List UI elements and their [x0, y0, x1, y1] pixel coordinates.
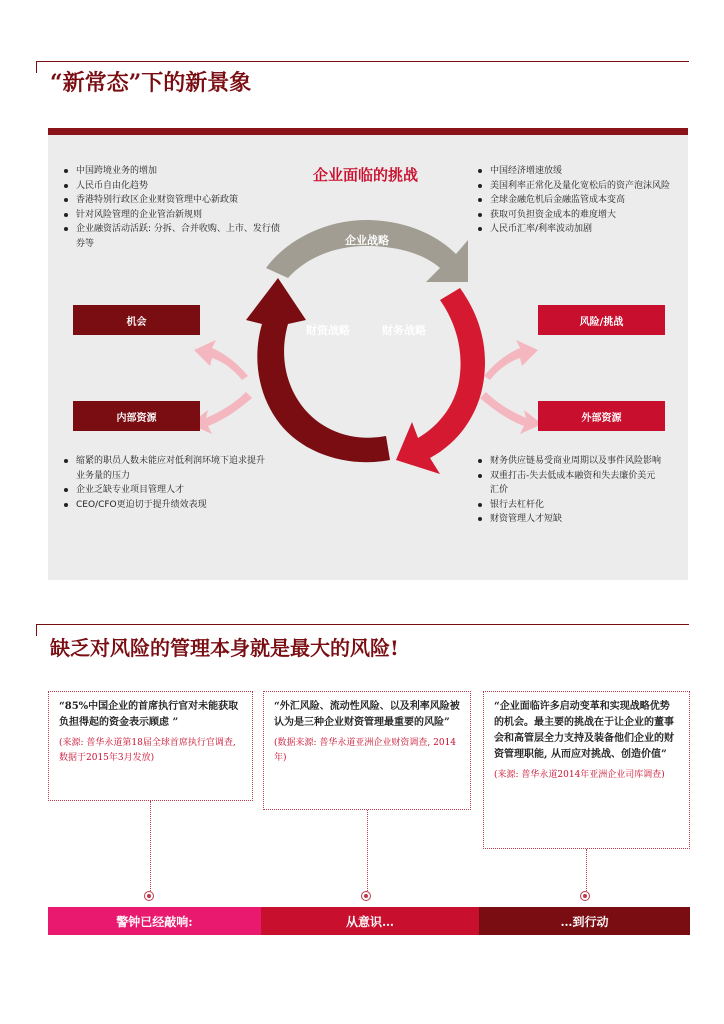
connector-line — [586, 849, 587, 893]
list-item: 中国跨境业务的增加 — [64, 164, 280, 179]
list-item: 财务供应链易受商业周期以及事件风险影响 — [478, 454, 664, 469]
corporate-strategy-arc — [266, 220, 468, 282]
arc-label-corporate-strategy: 企业战略 — [345, 234, 389, 247]
list-item: CEO/CFO更迫切于提升绩效表现 — [64, 498, 270, 513]
finance-strategy-arc — [396, 288, 485, 474]
list-item: 企业融资活动活跃: 分拆、合并收购、上市、发行债券等 — [64, 222, 280, 251]
list-item: 美国利率正常化及量化宽松后的资产泡沫风险 — [478, 179, 674, 194]
quote-source: (数据来源: 普华永道亚洲企业财资调查, 2014年) — [274, 738, 457, 763]
connector-node — [144, 891, 154, 901]
list-item: 人民币自由化趋势 — [64, 179, 280, 194]
list-item: 获取可负担资金成本的难度增大 — [478, 208, 674, 223]
quote-text: “企业面临许多启动变革和实现战略优势的机会。最主要的挑战在于让企业的董事会和高管层全力支持及装备他们企业的财资管理职能, 从而应对挑战、创造价值” — [494, 701, 674, 760]
list-item: 人民币汇率/利率波动加剧 — [478, 222, 674, 237]
quote-card-1 — [48, 691, 253, 801]
list-item: 香港特别行政区企业财资管理中心新政策 — [64, 193, 280, 208]
list-item: 缩紧的职员人数未能应对低利润环境下追求提升业务量的压力 — [64, 454, 270, 483]
arc-label-treasury-strategy: 财资战略 — [306, 324, 350, 337]
bar-awareness: 从意识… — [261, 907, 479, 935]
section2-tick — [36, 624, 37, 636]
section1-tick — [36, 61, 37, 73]
list-item: 银行去杠杆化 — [478, 498, 664, 513]
quote-text: “85%中国企业的首席执行官对未能获取负担得起的资金表示顾虑 ” — [59, 701, 239, 728]
pink-arrow-risk — [484, 340, 538, 380]
bar-action: …到行动 — [479, 907, 690, 935]
cycle-diagram — [48, 128, 688, 580]
quote-source: (来源: 普华永道2014年亚洲企业司库调查) — [494, 770, 665, 780]
pink-arrow-opportunity — [194, 340, 248, 380]
quote-source: (来源: 普华永道第18届全球首席执行官调查, 数据于2015年3月发放) — [59, 738, 236, 763]
quote-text: “外汇风险、流动性风险、以及利率风险被认为是三种企业财资管理最重要的风险” — [274, 701, 460, 728]
section1-title: “新常态”下的新景象 — [50, 70, 252, 96]
risk-challenge-box: 风险/挑战 — [538, 305, 665, 335]
opportunity-box: 机会 — [73, 305, 200, 335]
quote-card-2 — [263, 691, 471, 810]
connector-node — [361, 891, 371, 901]
list-item: 企业乏缺专业项目管理人才 — [64, 483, 270, 498]
list-item: 中国经济增速放缓 — [478, 164, 674, 179]
list-item: 针对风险管理的企业管治新规则 — [64, 208, 280, 223]
connector-line — [150, 801, 151, 893]
list-item: 全球金融危机后金融监管成本变高 — [478, 193, 674, 208]
list-item: 财资管理人才短缺 — [478, 512, 664, 527]
pink-arrow-external — [480, 392, 542, 434]
internal-resource-box: 内部资源 — [73, 401, 200, 431]
section1-rule — [36, 61, 689, 62]
connector-node — [580, 891, 590, 901]
diagram-center-title: 企业面临的挑战 — [313, 166, 419, 184]
arc-label-finance-strategy: 财务战略 — [382, 324, 426, 337]
treasury-strategy-arc — [246, 278, 390, 462]
section2-title: 缺乏对风险的管理本身就是最大的风险! — [50, 636, 399, 660]
quote-card-3 — [483, 691, 690, 849]
section2-rule — [36, 624, 689, 625]
connector-line — [367, 810, 368, 893]
external-resource-box: 外部资源 — [538, 401, 665, 431]
bar-alarm: 警钟已经敲响: — [48, 907, 261, 935]
list-item: 双重打击-失去低成本融资和失去廉价美元汇价 — [478, 469, 664, 498]
